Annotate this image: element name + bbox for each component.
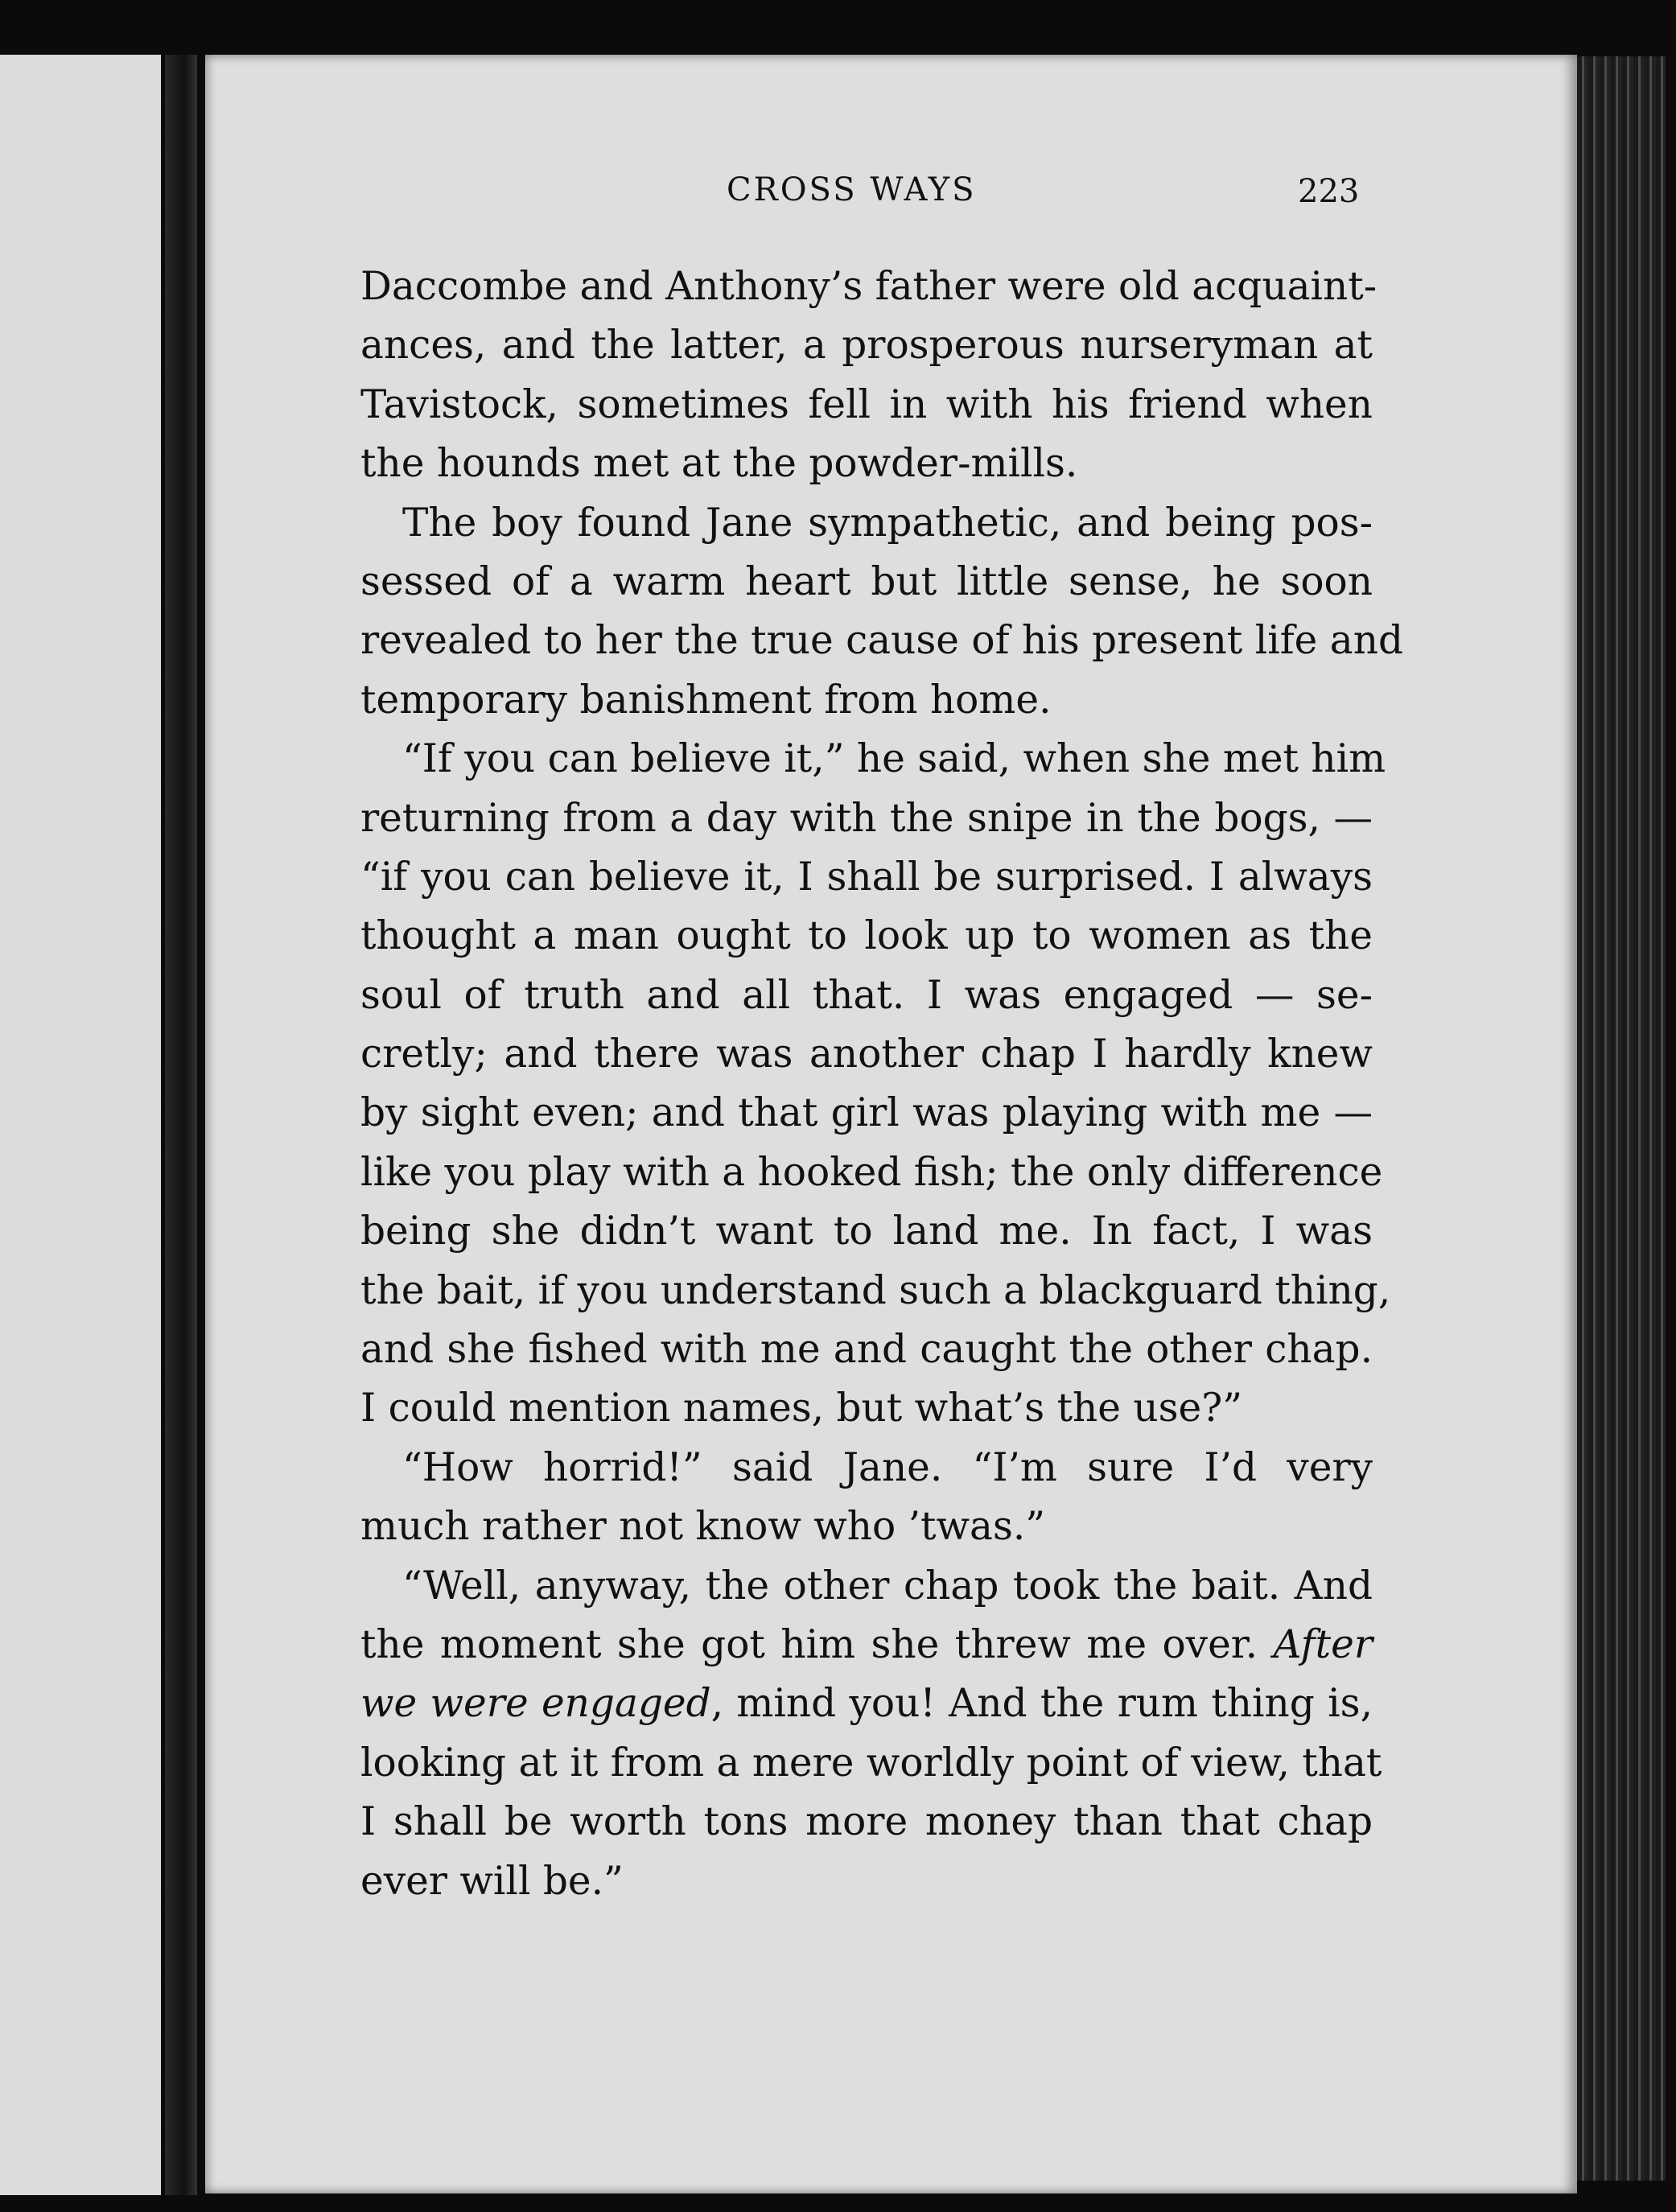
text-line: and she fished with me and caught the other chap. [360, 1327, 1373, 1373]
body-text [360, 257, 1404, 1911]
text-line: the moment she got him she threw me over. After [360, 1621, 1373, 1667]
text-line: we were engaged, mind you! And the rum thing is, [360, 1681, 1373, 1727]
text-line: Daccombe and Anthony’s father were old acquaint- [360, 264, 1377, 309]
text-line: revealed to her the true cause of his present life and [360, 618, 1404, 664]
text-line: thought a man ought to look up to women as the [360, 913, 1373, 959]
text-line: soul of truth and all that. I was engaged — se- [360, 972, 1373, 1018]
text-line: returning from a day with the snipe in the bogs, — [360, 795, 1373, 841]
text-line: Tavistock, sometimes fell in with his friend when [360, 381, 1373, 427]
text-line: “if you can believe it, I shall be surprised. I always [360, 854, 1373, 900]
text-line: “How horrid!” said Jane. “I’m sure I’d very [402, 1444, 1373, 1490]
text-line: “If you can believe it,” he said, when she met him [402, 736, 1386, 782]
text-line: the hounds met at the powder-mills. [360, 441, 1078, 487]
text-line: I could mention names, but what’s the use?” [360, 1386, 1243, 1431]
text-line: “Well, anyway, the other chap took the bait. And [402, 1563, 1373, 1609]
text-line: ever will be.” [360, 1858, 624, 1904]
text-line: I shall be worth tons more money than that chap [360, 1799, 1373, 1845]
running-head-title: CROSS WAYS [727, 171, 977, 208]
text-line: The boy found Jane sympathetic, and being pos- [402, 500, 1373, 546]
text-line: cretly; and there was another chap I hardly knew [360, 1032, 1373, 1077]
text-line: temporary banishment from home. [360, 677, 1052, 723]
running-head [205, 171, 1577, 220]
text-line: the bait, if you understand such a blackguard thing, [360, 1267, 1391, 1313]
emphasis: we were engaged [360, 1681, 711, 1727]
emphasis: After [1273, 1621, 1373, 1667]
book-gutter [165, 55, 197, 2195]
text-line: by sight even; and that girl was playing with me — [360, 1090, 1373, 1136]
text-line: looking at it from a mere worldly point of view, that [360, 1740, 1382, 1786]
text-line: sessed of a warm heart but little sense, he soon [360, 558, 1373, 604]
text-line: being she didn’t want to land me. In fact, I was [360, 1209, 1373, 1254]
text-line: like you play with a hooked fish; the only difference [360, 1149, 1383, 1195]
text-line: ances, and the latter, a prosperous nurseryman at [360, 323, 1373, 369]
page-number: 223 [1298, 173, 1360, 210]
page-edges [1577, 56, 1666, 2181]
text-line: much rather not know who ’twas.” [360, 1504, 1046, 1550]
facing-page [0, 55, 161, 2195]
